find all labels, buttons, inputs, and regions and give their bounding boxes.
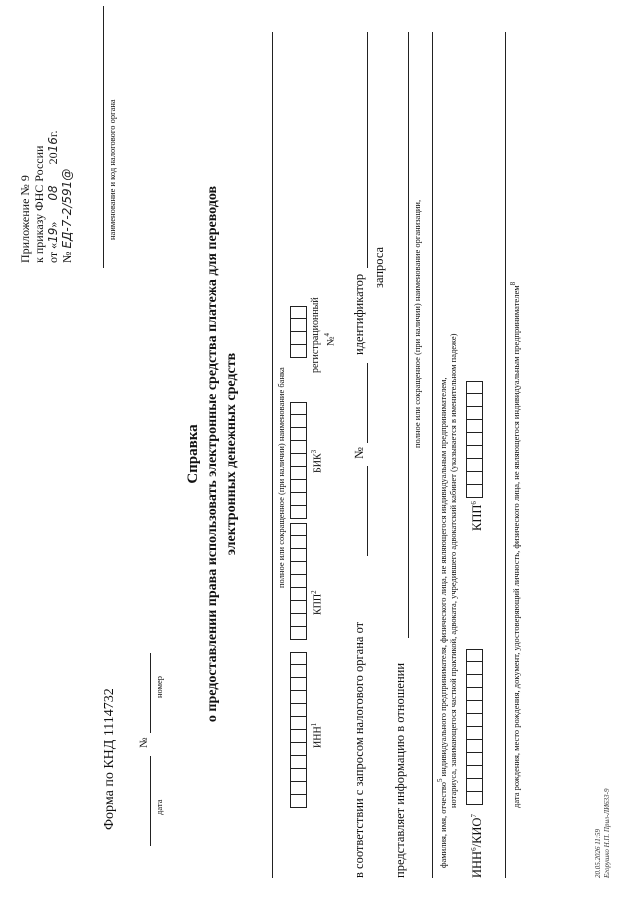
- title-main: Справка: [185, 424, 201, 484]
- birth-caption: дата рождения, место рождения, документ, удостоверяющий личность, физического лица, не являющегося индивидуальным предпринимателем$^8$: [509, 281, 521, 808]
- inn-cells[interactable]: [290, 652, 307, 808]
- kpp-label: КПП$^2$: [310, 590, 324, 615]
- request-word: запроса: [372, 246, 386, 288]
- title-line2: электронных денежных средств: [224, 352, 239, 556]
- date-line: [150, 756, 151, 846]
- tax-authority-line: [103, 6, 104, 268]
- request-id-line[interactable]: [367, 32, 368, 268]
- inn-kio-label: ИНН$^6$/КИО$^7$: [470, 814, 485, 878]
- date-caption: дата: [154, 799, 164, 815]
- appendix-number-value: ЕД-7-2/591@: [60, 168, 74, 249]
- request-number-line[interactable]: [367, 363, 368, 443]
- inn-kio-cells[interactable]: [466, 649, 483, 805]
- appendix-year: 16: [46, 137, 60, 153]
- person-line[interactable]: [432, 32, 433, 878]
- request-text: в соответствии с запросом налогового органа от: [352, 621, 366, 878]
- request-no: №: [352, 447, 366, 459]
- bank-line: [272, 32, 273, 878]
- person-caption-1: фамилия, имя, отчество$^5$ индивидуального предпринимателя, физического лица, не являющегося индивидуальным предпринимателем,: [436, 377, 448, 868]
- number-caption: номер: [154, 675, 164, 698]
- appendix-number: № ЕД-7-2/591@: [60, 168, 74, 263]
- bik-label: БИК$^3$: [310, 449, 324, 473]
- org-caption: полное или сокращенное (при наличии) наименование организации,: [412, 199, 422, 448]
- kpp2-label: КПП$^6$: [470, 501, 485, 531]
- appendix-day: 19: [46, 227, 60, 243]
- kpp2-cells[interactable]: [466, 381, 483, 498]
- person-caption-2: нотариуса, занимающегося частной практикой, адвоката, учредившего адвокатский кабинет (указывается в именительном падеже): [448, 333, 458, 808]
- reg-label: регистрационный: [310, 297, 321, 373]
- appendix-line1: Приложение № 9: [18, 175, 32, 263]
- stamp-line1: 20.05.2026 11:59: [594, 828, 602, 878]
- form-code: Форма по КНД 1114732: [102, 688, 117, 830]
- stamp-line2: Егорушко Н.П. Прил-ЛИ633-9: [603, 788, 611, 878]
- print-stamp: [594, 789, 612, 879]
- title-line1: о предоставлении права использовать электронные средства платежа для переводов: [205, 185, 220, 723]
- reg-sub: №$^4$: [323, 332, 337, 346]
- info-text: представляет информацию в отношении: [393, 662, 407, 878]
- tax-authority-caption: наименование и код налогового органа: [107, 99, 117, 240]
- number-line: [150, 653, 151, 733]
- bik-cells[interactable]: [290, 402, 307, 519]
- appendix-line2: к приказу ФНС России: [32, 145, 46, 263]
- appendix-block: [18, 130, 74, 263]
- inn-label: ИНН$^1$: [310, 722, 324, 748]
- request-id-label: идентификатор: [352, 273, 366, 355]
- appendix-month: 08: [46, 185, 60, 201]
- kpp-cells[interactable]: [290, 523, 307, 640]
- reg-cells[interactable]: [290, 306, 307, 358]
- number-sign: №: [138, 737, 150, 748]
- org-line[interactable]: [408, 32, 409, 638]
- appendix-date: от «19» 08 2016г.: [46, 130, 60, 263]
- request-date-line[interactable]: [367, 466, 368, 556]
- birth-line[interactable]: [505, 32, 506, 878]
- bank-caption: полное или сокращенное (при наличии) наименование банка: [276, 367, 286, 588]
